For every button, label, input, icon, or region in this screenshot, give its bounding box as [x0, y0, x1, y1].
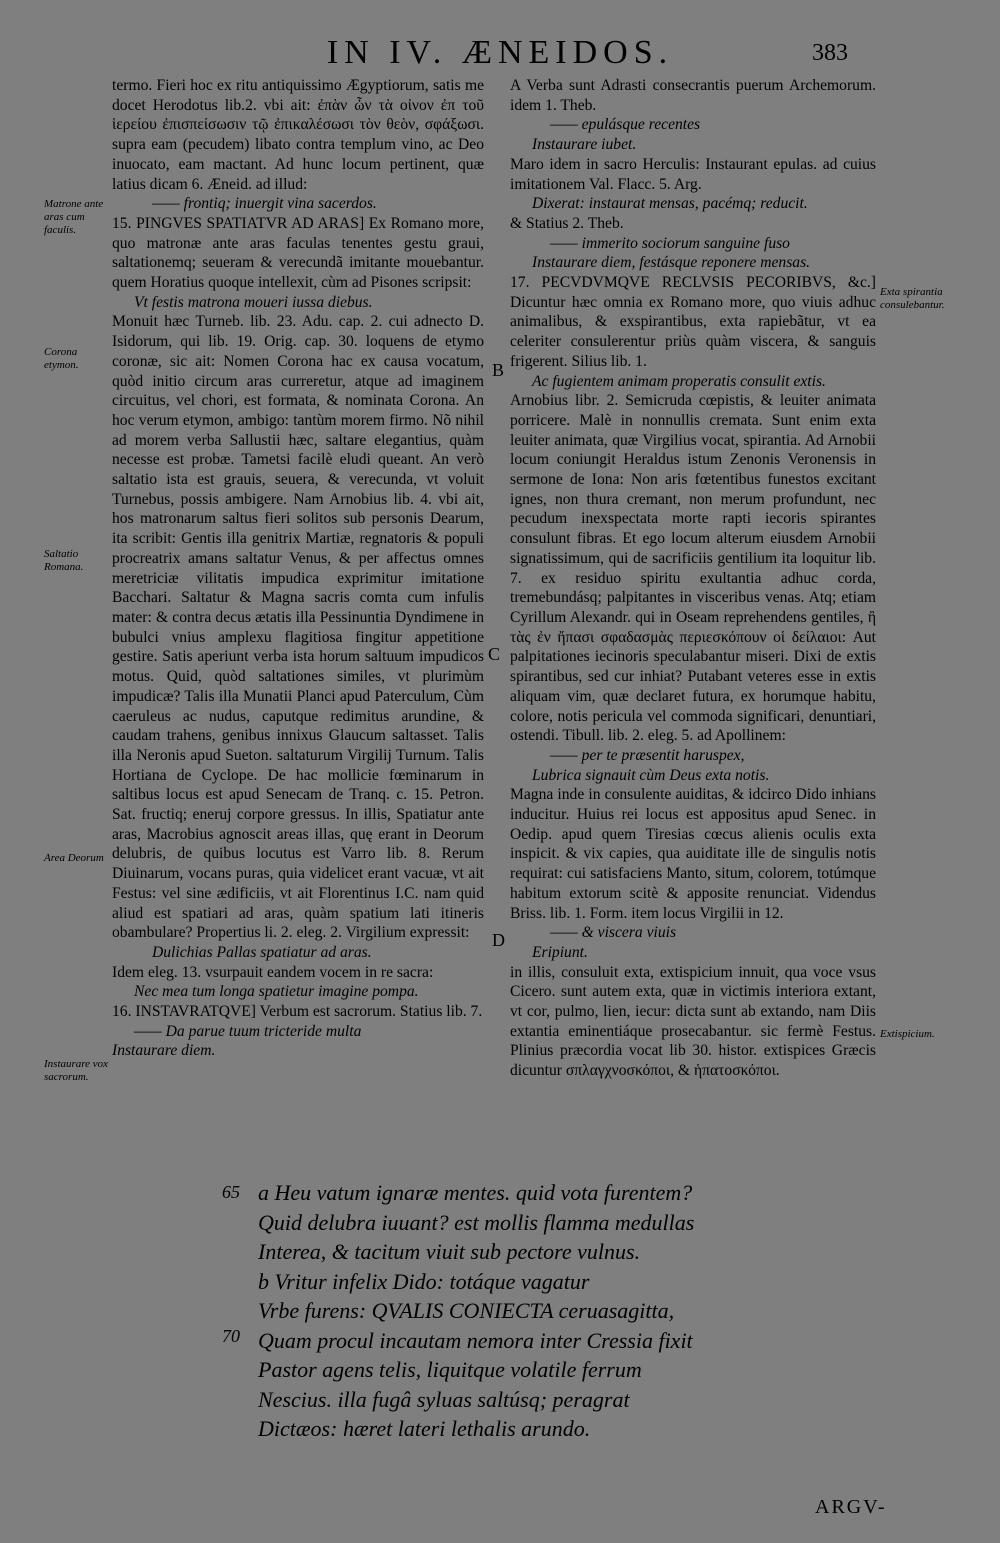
quotation-line: Instaurare diem.: [112, 1042, 216, 1060]
right-column: [510, 76, 876, 1081]
quotation-line: Dulichias Pallas spatiatur ad aras.: [152, 943, 372, 961]
commentary-paragraph: in illis, consuluit exta, extispicium innuit, qua voce vsus Cicero. sunt autem exta, quæ in victimis interiora extant, vt cor, pulmo, lien, iecur: dicta sunt ab extando, nam Diis extantia eminentiáque prosecabantur. sic fermè Festus. Plinius præcordia vocat lib 30. histor. extispices Græcis dicuntur σπλαγχνοσκόποι, & ἡπατοσκόποι.: [510, 963, 876, 1080]
quotation-line: Ac fugientem animam properatis consulit extis.: [532, 372, 826, 390]
commentary-paragraph: 17. PECVDVMQVE RECLVSIS PECORIBVS, &c.] Dicuntur hæc omnia ex Romano more, quo viuis adhuc animalibus, & exspirantibus, exta rapiebãtur, vt ea celeriter consulerentur priùs quàm viscera, & sanguis frigerent. Silius lib. 1.: [510, 274, 876, 370]
verse-line-number: 70: [222, 1326, 240, 1346]
verse-line: Pastor agens telis, liquitque volatile ferrum: [258, 1357, 642, 1382]
quotation-line: —— per te præsentit haruspex,: [550, 746, 745, 764]
verse-line: Quid delubra iuuant? est mollis flamma medullas: [258, 1209, 695, 1235]
quotation-line: —— & viscera viuis: [550, 924, 677, 942]
quotation-line: Lubrica signauit cùm Deus exta notis.: [532, 766, 770, 784]
verse-block: [258, 1178, 908, 1444]
commentary-paragraph: A Verba sunt Adrasti consecrantis puerum Archemorum. idem 1. Theb.: [510, 77, 876, 114]
margin-note: Exta spirantia consulebantur.: [880, 286, 945, 311]
quotation-line: Eripiunt.: [532, 943, 588, 961]
verse-line: Dictæos: hæret lateri lethalis arundo.: [258, 1416, 591, 1441]
commentary-paragraph: Arnobius libr. 2. Semicruda cœpistis, & leuiter animata porricere. Malè in nonnullis cremata. Sunt enim exta leuiter animata, quæ Virgilius vocat, spirantia. Ad Arnobii locum coniungit Heraldus istum Zenonis Veronensis in sermone de Iona: Non aris fœtentibus funestos excitant ignes, non thura cremant, non merum profundunt, nec pecudum inexspectata morte rapti iecoris spirantes consulunt fibras. Et ego locum alterum eiusdem Arnobii signatissimum, qui de sacrificiis gentilium ita loquitur lib. 7. ex residuo spiritu exultantia adhuc corda, tremebundásq; palpitantes in visceribus venas. Atq; etiam Cyrillum Alexandr. qui in Oseam reprehendens gentiles, ἢ τὰς ἐν ἤπασι σφαδασμὰς περιεσκόπουν οἱ δείλαιοι: Aut palpitationes iecinoris speculabantur miseri. Dixi de extis spirantibus, sed cur inhiat? Putabant veteres esse in extis aliquam vim, quæ declaret futura, ex horumque habitu, colore, notis pericula vel commoda significari, denuntiari, ostendi. Tibull. lib. 2. eleg. 5. ad Apollinem:: [510, 392, 876, 745]
quotation-line: Dixerat: instaurat mensas, pacémq; reducit.: [532, 195, 808, 213]
verse-line: Quam procul incautam nemora inter Cressia fixit: [258, 1327, 693, 1353]
quotation-line: —— epulásque recentes: [550, 116, 701, 134]
catchword: ARGV-: [815, 1496, 887, 1518]
commentary-paragraph: Monuit hæc Turneb. lib. 23. Adu. cap. 2. cui adnecto D. Isidorum, qui lib. 19. Orig. cap. 30. loquens de etymo coronæ, sic ait: Nomen Corona hac ex causa vocatum, quòd initio circum aras curreretur, atque ad imaginem circuitus, vel chori, est formata, & nominata Corona. An hoc verum etymon, ambigo: tantùm morem firmo. Nõ nihil ad morem verba Sallustii hæc, saltare elegantius, quàm necesse est probæ. Tametsi facilè eludi queant. An verò saltatio ista est grauis, seuera, & verecunda, vt voluit Turnebus, possis ambigere. Nam Arnobius lib. 4. vbi ait, hos matronarum saltus fieri solitos sub personis Dearum, ita scribit: Gentis illa genitrix Martiæ, regnatoris & populi procreatrix amans saltatur Venus, & per affectus omnes meretriciæ vilitatis impudica exprimitur imitatione Bacchari. Saltatur & Magna sacris comta cum infulis mater: & contra decus ætatis illa Pessinuntia Dyndimene in bubulci vnius amplexu flagitiosa fingitur appetitione gestire. Satis aperiunt verba ista horum saltuum impudicos motus. Quid, quòd saltationes similes, vt plurimùm impudicæ? Talis illa Munatii Planci apud Paterculum, Cùm caeruleus ac nudus, caputque redimitus arundine, & caudam trahens, genibus innixus Glaucum saltasset. Talis illa Neronis apud Sueton. saltaturum Virgilij Turnum. Talis Hortiana de Cyclope. De hac mollicie fœminarum in saltibus locus est apud Senecam de Tranq. c. 15. Petron. Sat. fructiq; eneruj corpore gressus. In illis, Spatiatur ante aras, Macrobius agnoscit areas illas, quę erant in Deorum delubris, de quibus locutus est Varro lib. 8. Rerum Diuinarum, vocans puras, quia videlicet erant vacuæ, vt ait Festus: vel sine ædificiis, vt ait Florentinus I.C. nam quid aliud est spatiari ad aras, quàm spatium lati itineris obambulare? Propertius li. 2. eleg. 2. Virgilium expressit:: [112, 313, 484, 942]
running-header: IN IV. ÆNEIDOS.: [326, 34, 674, 71]
verse-line-number: 65: [222, 1182, 240, 1202]
verse-line: Nescius. illa fugâ syluas saltúsq; peragrat: [258, 1386, 630, 1412]
quotation-line: Instaurare diem, festásque reponere mensas.: [532, 254, 811, 272]
margin-note: Corona etymon.: [44, 346, 79, 371]
commentary-paragraph: Magna inde in consulente auiditas, & idcirco Dido inhians inducitur. Huius rei locus est appositus apud Senec. in Oedip. apud quem Tiresias cœcus alienis oculis exta inspicit. & vix capies, qua auiditate ille de singulis notis requirat: cui satisfaciens Manto, situm, colorem, totúmque habitum extorum scitè & apposite renunciat. Videndus Briss. lib. 1. Form. item locus Virgilii in 12.: [510, 786, 876, 922]
quotation-line: —— immerito sociorum sanguine fuso: [550, 234, 790, 252]
section-letter: D: [492, 930, 505, 950]
verse-line: Interea, & tacitum viuit sub pectore vulnus.: [258, 1239, 641, 1264]
commentary-paragraph: Idem eleg. 13. vsurpauit eandem vocem in re sacra:: [112, 963, 434, 981]
verse-line: b Vritur infelix Dido: totáque vagatur: [258, 1268, 590, 1294]
margin-note: Matrone ante aras cum faculis.: [44, 198, 104, 236]
commentary-paragraph: 16. INSTAVRATQVE] Verbum est sacrorum. Statius lib. 7.: [112, 1003, 483, 1021]
quotation-line: Instaurare iubet.: [532, 136, 637, 154]
margin-note: Area Deorum: [44, 852, 104, 864]
commentary-paragraph: & Statius 2. Theb.: [510, 214, 624, 232]
verse-line: a Heu vatum ignaræ mentes. quid vota furentem?: [258, 1180, 693, 1205]
margin-note: Extispicium.: [880, 1028, 935, 1040]
quotation-line: —— frontiq; inuergit vina sacerdos.: [152, 195, 377, 213]
margin-note: Saltatio Romana.: [44, 548, 84, 573]
margin-note: Instaurare vox sacrorum.: [44, 1058, 109, 1083]
quotation-line: Vt festis matrona moueri iussa diebus.: [134, 293, 373, 311]
left-column: [112, 76, 484, 1061]
commentary-paragraph: 15. PINGVES SPATIATVR AD ARAS] Ex Romano more, quo matronæ ante aras faculas tenentes gestu graui, saltationemq; seueram & verecundã imitante mouebantur. quem Horatius quoque intellexit, cùm ad Pisones scripsit:: [112, 214, 484, 292]
commentary-paragraph: Maro idem in sacro Herculis: Instaurant epulas. ad cuius imitationem Val. Flacc. 5. Arg.: [510, 155, 876, 193]
quotation-line: Nec mea tum longa spatietur imagine pompa.: [134, 983, 419, 1001]
commentary-paragraph: termo. Fieri hoc ex ritu antiquissimo Ægyptiorum, satis me docet Herodotus lib.2. vbi ait: ἐπὰν ὦν τὰ οἰνον ἐπ τοῦ ἱερείου ἐπισπείσωσιν τῷ ἐπικαλέσωσι τὸν θεὸν, σφάξωσι. supra eam (pecudem) libato contra templum vino, ac Deo inuocato, eam mactant. Ad hunc locum pertinent, quæ latius dicam 6. Æneid. ad illud:: [112, 77, 484, 193]
verse-line: Vrbe furens: QVALIS CONIECTA ceruasagitta,: [258, 1298, 675, 1323]
section-letter: B: [492, 360, 505, 380]
quotation-line: —— Da parue tuum tricteride multa: [134, 1022, 362, 1040]
section-letter: C: [488, 644, 501, 664]
page-number: 383: [812, 40, 848, 66]
